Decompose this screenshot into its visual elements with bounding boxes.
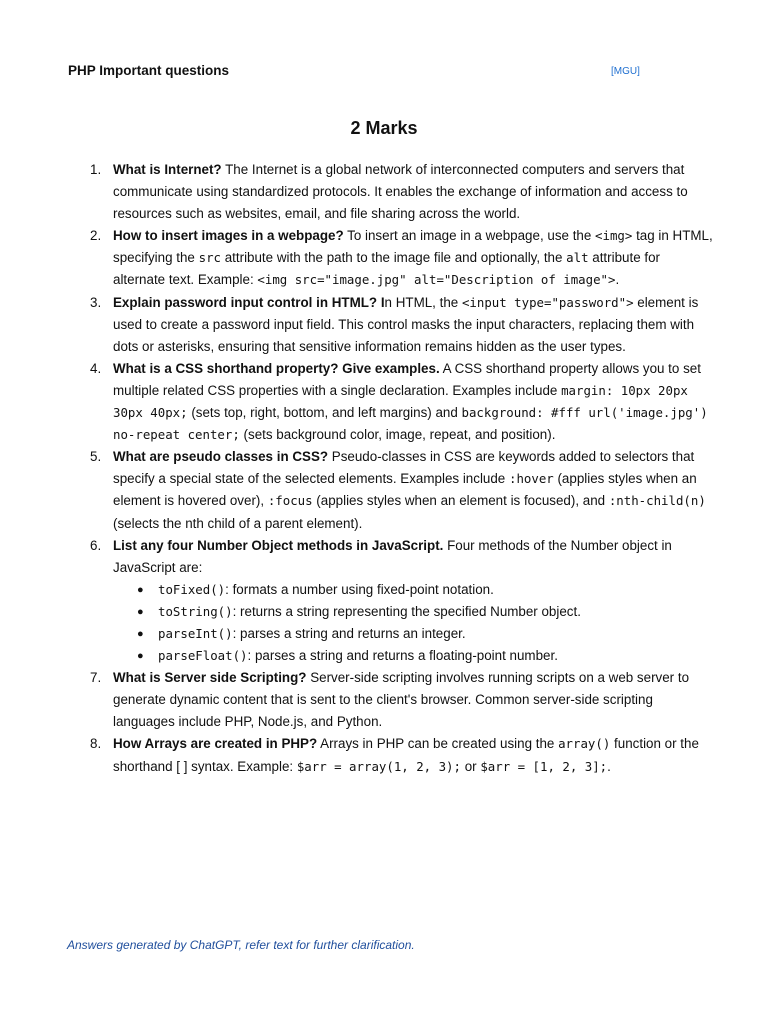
answer-text: tag in HTML, specifying the: [113, 228, 713, 266]
university-tag: [MGU]: [611, 66, 640, 77]
method-description: : formats a number using fixed-point notation.: [225, 581, 494, 597]
answer-text: The Internet is a global network of interconnected computers and servers that communicate using standardized protocols. It enables the exchange of information and access to resources such as websites, email, and file sharing across the world.: [113, 162, 688, 222]
question-item-8: [90, 733, 713, 777]
answer-text: To insert an image in a webpage, use the: [343, 228, 596, 244]
code-snippet: $arr = array(1, 2, 3);: [296, 758, 461, 774]
answer-text: attribute with the path to the image file and optionally, the: [221, 250, 567, 266]
answer-text: attribute for alternate text. Example:: [113, 250, 660, 288]
method-name: parseInt(): [158, 625, 233, 641]
question-number: 6.: [90, 537, 102, 553]
question-text: How Arrays are created in PHP?: [113, 736, 318, 752]
method-item: [137, 645, 713, 667]
answer-text: (applies styles when an element is focused), and: [312, 493, 609, 509]
code-snippet: background: #fff url('image.jpg') no-repeat center;: [113, 405, 708, 443]
code-snippet: <input type="password">: [461, 294, 634, 310]
question-item-7: [90, 667, 713, 733]
question-item-2: [90, 225, 713, 291]
question-item-4: [90, 358, 713, 446]
question-text: What is a CSS shorthand property? Give examples.: [113, 360, 440, 376]
question-number: 5.: [90, 449, 102, 465]
question-text: What is Server side Scripting?: [113, 670, 307, 686]
method-item: [137, 579, 713, 601]
bullet-icon: ●: [137, 650, 144, 663]
question-item-5: [90, 446, 713, 534]
question-number: 4.: [90, 360, 102, 376]
code-snippet: alt: [566, 250, 589, 266]
code-snippet: <img>: [595, 228, 633, 244]
question-number: 2.: [90, 228, 102, 244]
answer-text: n HTML, the: [384, 294, 462, 310]
question-item-6: [90, 535, 713, 668]
answer-text: element is used to create a password input field. This control masks the input characters, replacing them with dots or asterisks, ensuring that sensitive information remains hidden as the user types.: [113, 294, 699, 354]
method-description: : parses a string and returns a floating-point number.: [247, 648, 558, 664]
answer-text: A CSS shorthand property allows you to set multiple related CSS properties with a single declaration. Examples include: [113, 360, 701, 398]
code-snippet: src: [198, 250, 221, 266]
document-header-title: PHP Important questions: [68, 63, 230, 78]
answer-text: .: [607, 758, 611, 774]
question-text: List any four Number Object methods in JavaScript.: [113, 537, 444, 553]
answer-text: Four methods of the Number object in JavaScript are:: [113, 537, 672, 575]
bullet-icon: ●: [137, 605, 144, 618]
question-number: 3.: [90, 294, 102, 310]
bullet-icon: ●: [137, 583, 144, 596]
section-title: 2 Marks: [350, 118, 418, 138]
answer-text: Server-side scripting involves running scripts on a web server to generate dynamic content that is sent to the client's browser. Common server-side scripting languages include PHP, Node.js, and Python.: [113, 670, 690, 730]
method-name: parseFloat(): [158, 648, 248, 664]
answer-text: or: [460, 758, 481, 774]
question-text: How to insert images in a webpage?: [113, 228, 344, 244]
answer-text: (sets top, right, bottom, and left margins) and: [187, 405, 462, 421]
question-number: 8.: [90, 736, 102, 752]
method-item: [137, 623, 713, 645]
question-item-1: [90, 159, 713, 225]
answer-text: .: [615, 272, 620, 288]
answer-text: Pseudo-classes in CSS are keywords added to selectors that specify a special state of the selected elements. Examples include: [113, 449, 695, 487]
question-text: Explain password input control in HTML? I: [113, 294, 385, 310]
method-name: toString(): [158, 603, 233, 619]
method-item: [137, 601, 713, 623]
method-list: [113, 579, 713, 667]
code-snippet: $arr = [1, 2, 3];: [480, 758, 608, 774]
method-description: : parses a string and returns an integer.: [232, 625, 466, 641]
question-item-3: [90, 292, 713, 358]
answer-text: (applies styles when an element is hovered over),: [113, 471, 697, 509]
question-text: What are pseudo classes in CSS?: [113, 449, 329, 465]
question-number: 1.: [90, 162, 102, 177]
answer-text: (sets background color, image, repeat, and position).: [239, 427, 556, 443]
footer-note: Answers generated by ChatGPT, refer text for further clarification.: [67, 938, 415, 952]
code-snippet: margin: 10px 20px 30px 40px;: [113, 382, 688, 421]
question-list: [90, 159, 713, 778]
code-snippet: :hover: [508, 471, 554, 487]
question-number: 7.: [90, 670, 102, 686]
answer-text: function or the shorthand [ ] syntax. Example:: [113, 736, 699, 774]
bullet-icon: ●: [137, 627, 144, 640]
code-snippet: <img src="image.jpg" alt="Description of image">: [257, 272, 616, 288]
question-text: What is Internet?: [113, 162, 222, 177]
answer-text: (selects the nth child of a parent element).: [113, 515, 363, 531]
code-snippet: :nth-child(n): [608, 493, 706, 509]
answer-text: Arrays in PHP can be created using the: [317, 736, 559, 752]
method-name: toFixed(): [158, 581, 226, 597]
code-snippet: :focus: [267, 493, 313, 509]
code-snippet: array(): [558, 736, 611, 752]
method-description: : returns a string representing the specified Number object.: [232, 603, 581, 619]
